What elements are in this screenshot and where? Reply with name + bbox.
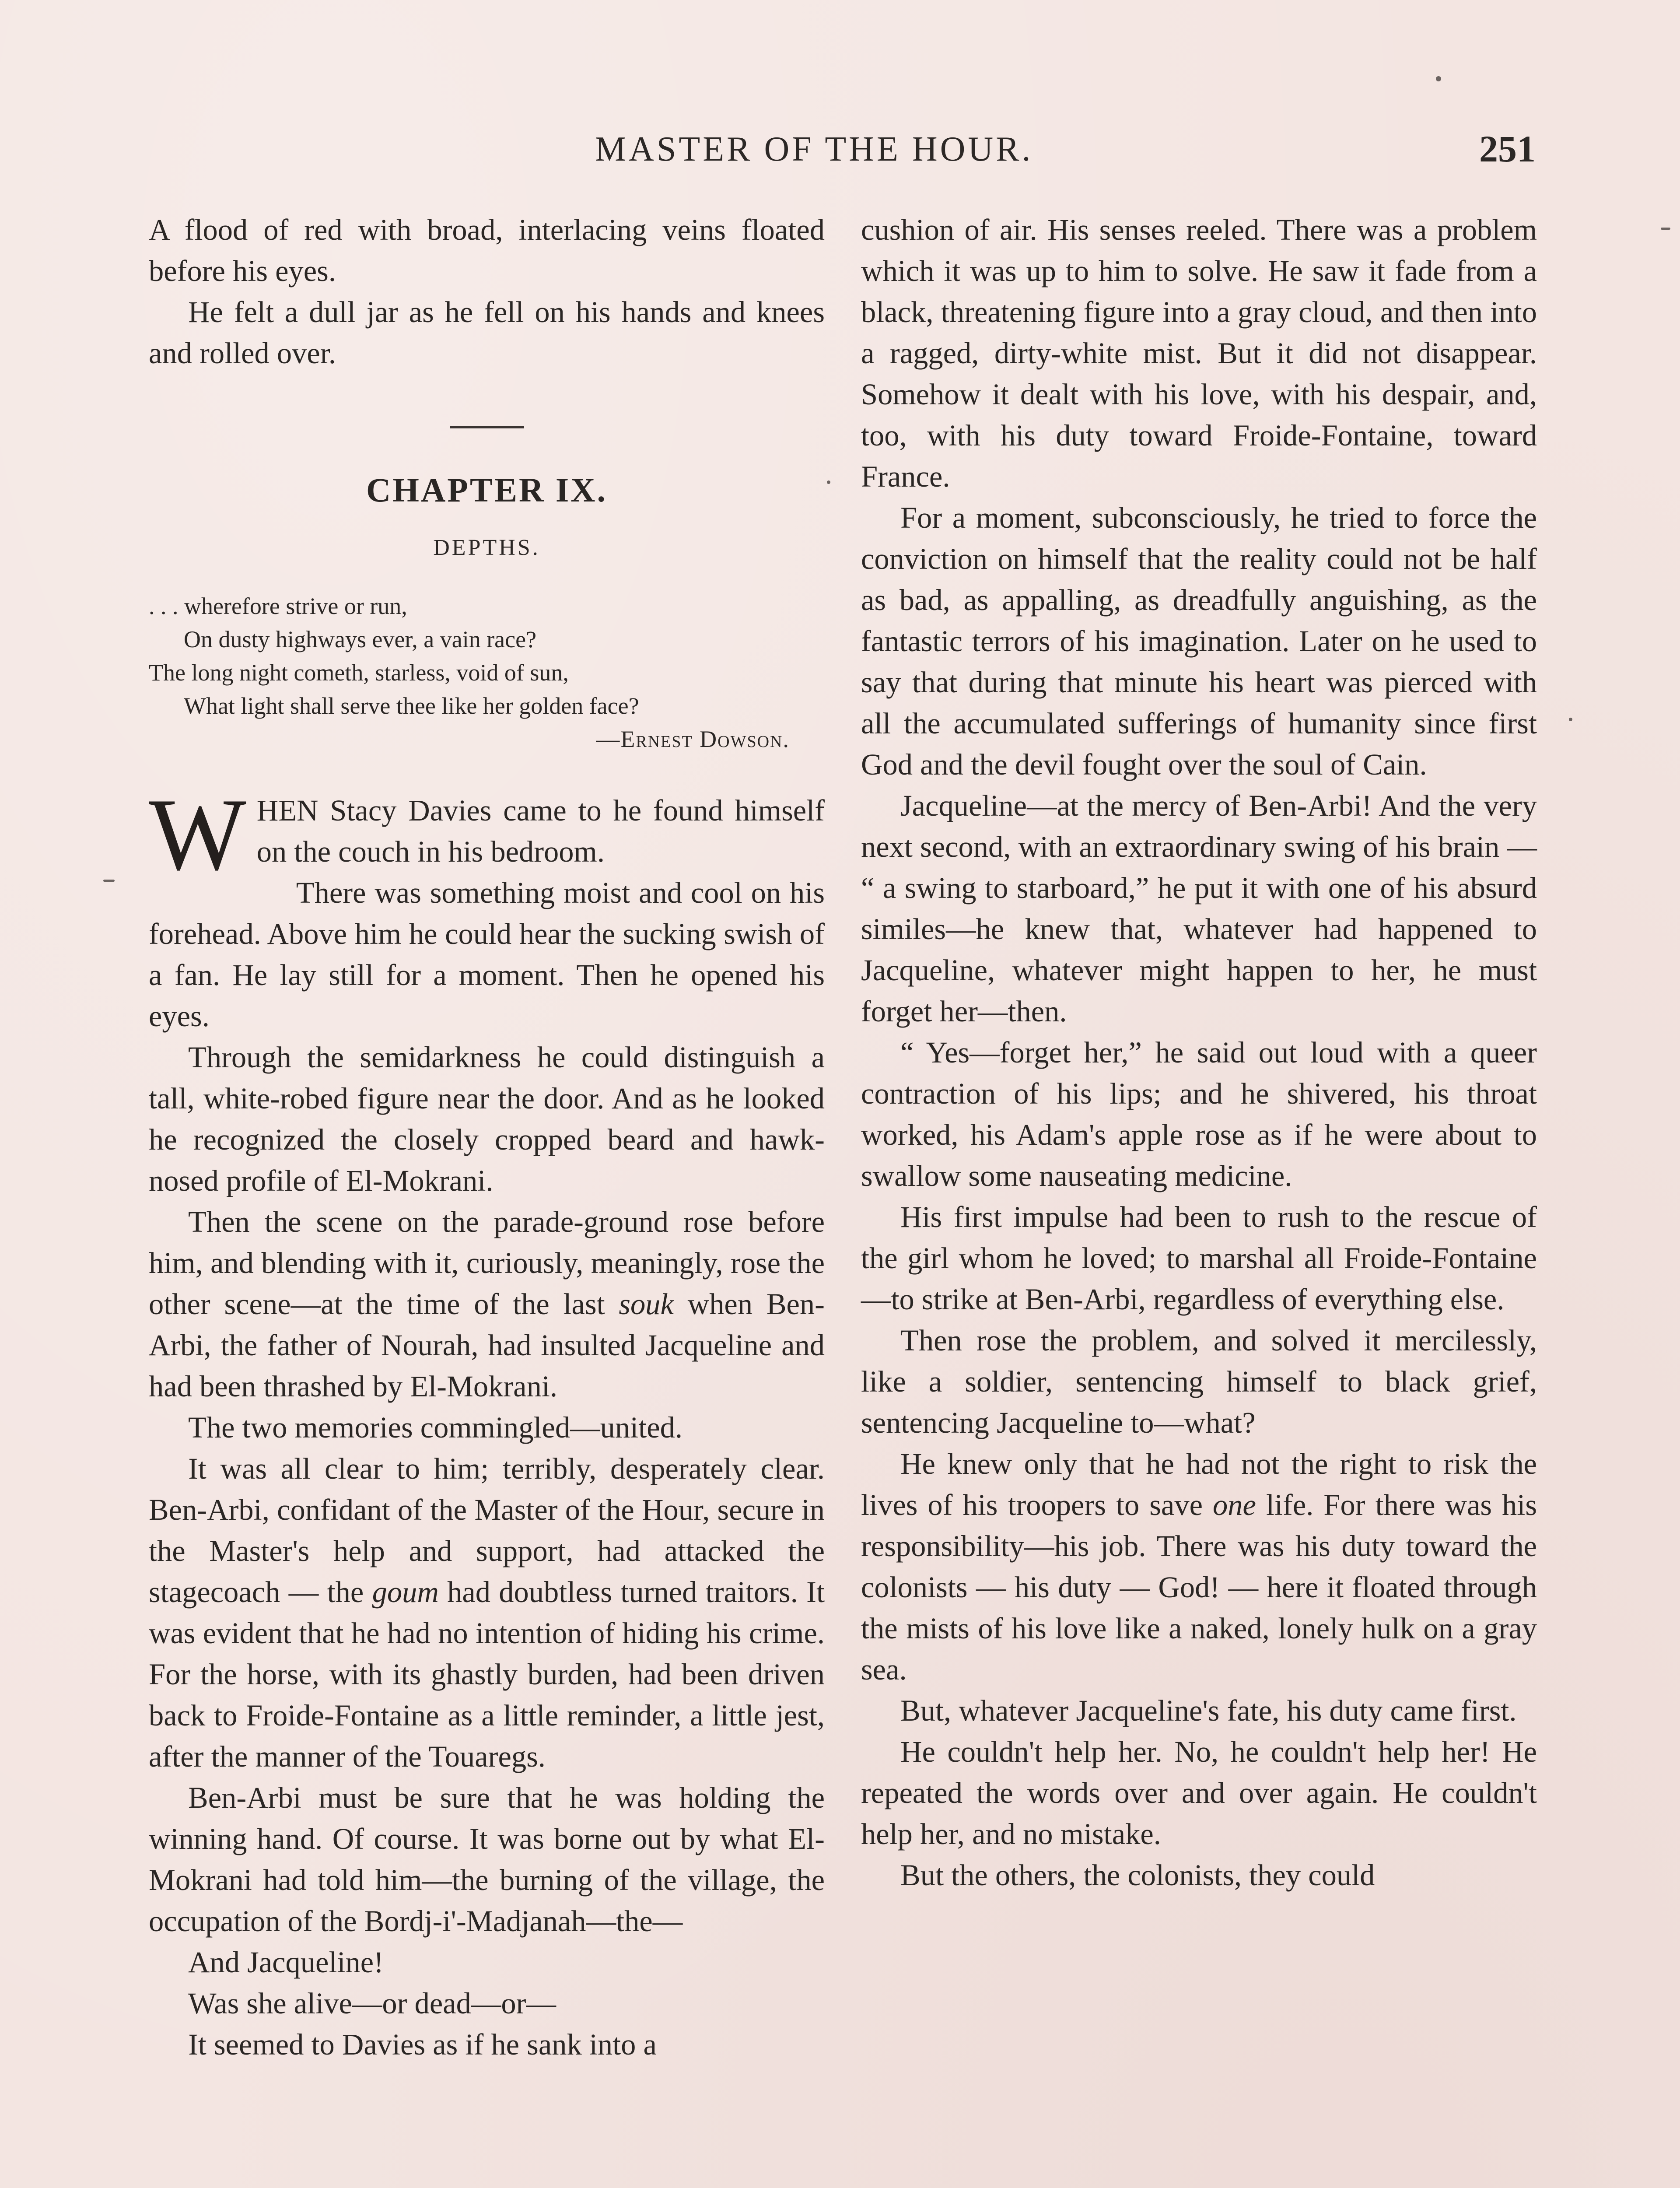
section-divider bbox=[450, 426, 524, 428]
page-number: 251 bbox=[1479, 128, 1536, 170]
paper-speck bbox=[1436, 76, 1441, 81]
paragraph: But the others, the colonists, they could bbox=[900, 1858, 1375, 1892]
paragraph: Ben-Arbi must be sure that he was holding the winning hand. Of course. It was borne out by what El-Mokrani had told him—the burning of the village, the occupation of the Bordj-i'-Madjanah—the— bbox=[149, 1781, 825, 1938]
paragraph: For a moment, subconsciously, he tried to force the conviction on himself that the reality could not be half as bad, as appalling, as dreadfully anguishing, as the fantastic terrors of his imagination. Later on he used to say that during that minute his heart was pierced with all the accumulated sufferings of humanity since first God and the devil fought over the soul of Cain. bbox=[861, 501, 1537, 781]
paragraph: A flood of red with broad, interlacing veins floated before his eyes. bbox=[149, 213, 825, 288]
chapter-subtitle: DEPTHS. bbox=[433, 535, 540, 560]
chapter-title: CHAPTER IX. bbox=[366, 471, 608, 509]
opening-text: HEN Stacy Davies came to he found himself on the couch in his bedroom. bbox=[256, 794, 825, 868]
paragraph: There was something moist and cool on his forehead. Above him he could hear the sucking swish of a fan. He lay still for a moment. Then he opened his eyes. bbox=[149, 876, 825, 1033]
paragraph: Through the semidarkness he could distinguish a tall, white-robed figure near the door. And as he looked he recognized the closely cropped beard and hawk-nosed profile of El-Mokrani. bbox=[149, 1041, 825, 1197]
paragraph: His first impulse had been to rush to the rescue of the girl whom he loved; to marshal all Froide-Fontaine—to strike at Ben-Arbi, regardless of everything else. bbox=[861, 1200, 1537, 1316]
paragraph: And Jacqueline! bbox=[188, 1946, 384, 1979]
paragraph: He couldn't help her. No, he couldn't help her! He repeated the words over and over again. He couldn't help her, and no mistake. bbox=[861, 1735, 1537, 1851]
epigraph-line: What light shall serve thee like her golden face? bbox=[184, 693, 639, 719]
epigraph-attribution: —Ernest Dowson. bbox=[596, 726, 790, 752]
text-run: had doubtless turned traitors. It was evident that he had no intention of hiding his crime. For the horse, with its ghastly burden, had been driven back to Froide-Fontaine as a little reminder, a little jest, after the manner of the Touaregs. bbox=[149, 1575, 825, 1773]
text-run: It was all clear to him; terribly, desperately clear. Ben-Arbi, confidant of the Master of the Hour, secure in the Master's help and support, had attacked the stagecoach — the bbox=[149, 1452, 825, 1609]
paragraph: “ Yes—forget her,” he said out loud with a queer contraction of his lips; and he shivered, his throat worked, his Adam's apple rose as if he were about to swallow some nauseating medicine. bbox=[861, 1036, 1537, 1192]
drop-cap: W bbox=[149, 778, 246, 892]
paragraph: Was she alive—or dead—or— bbox=[188, 1987, 556, 2020]
paragraph bbox=[149, 1448, 825, 1777]
right-column bbox=[861, 209, 1537, 1896]
left-column bbox=[149, 209, 825, 2065]
paragraph: It seemed to Davies as if he sank into a bbox=[188, 2028, 657, 2061]
italic-word: one bbox=[1213, 1488, 1256, 1522]
epigraph-line: The long night cometh, starless, void of sun, bbox=[149, 659, 569, 686]
paragraph: Then rose the problem, and solved it mercilessly, like a soldier, sentencing himself to black grief, sentencing Jacqueline to—what? bbox=[861, 1324, 1537, 1439]
italic-word: goum bbox=[372, 1575, 439, 1609]
paper-speck bbox=[827, 480, 830, 484]
paper-speck bbox=[1569, 718, 1572, 721]
epigraph-line: . . . wherefore strive or run, bbox=[149, 593, 407, 619]
paper-speck bbox=[1661, 228, 1670, 230]
paragraph bbox=[149, 1201, 825, 1407]
epigraph-line: On dusty highways ever, a vain race? bbox=[184, 626, 537, 652]
paragraph: cushion of air. His senses reeled. There was a problem which it was up to him to solve. He saw it fade from a black, threatening figure into a gray cloud, and then into a ragged, dirty-white mist. But it did not disappear. Somehow it dealt with his love, with his despair, and, too, with his duty toward Froide-Fontaine, toward France. bbox=[861, 213, 1537, 493]
paragraph: But, whatever Jacqueline's fate, his duty came first. bbox=[900, 1694, 1517, 1727]
paragraph: He felt a dull jar as he fell on his hands and knees and rolled over. bbox=[149, 295, 825, 370]
running-head: MASTER OF THE HOUR. bbox=[595, 130, 1033, 168]
paragraph: Jacqueline—at the mercy of Ben-Arbi! And the very next second, with an extraordinary swing of his brain — “ a swing to starboard,” he put it with one of his absurd similes—he knew that, whatever had happened to Jacqueline, whatever might happen to her, he must forget her—then. bbox=[861, 789, 1537, 1028]
text-run: life. For there was his responsibility—his job. There was his duty toward the colonists — his duty — God! — here it floated through the mists of his love like a naked, lonely hulk on a gray sea. bbox=[861, 1488, 1537, 1686]
text-run: He knew only that he had not the right to risk the lives of his troopers to save bbox=[861, 1447, 1537, 1522]
opening-paragraph bbox=[149, 778, 825, 892]
paragraph: The two memories commingled—united. bbox=[188, 1411, 683, 1444]
text-run: Then the scene on the parade-ground rose before him, and blending with it, curiously, meaningly, rose the other scene—at the time of the last bbox=[149, 1205, 825, 1321]
epigraph bbox=[149, 589, 825, 756]
italic-word: souk bbox=[619, 1287, 674, 1321]
paper-speck bbox=[103, 880, 115, 882]
text-run: when Ben-Arbi, the father of Nourah, had insulted Jacqueline and had been thrashed by El-Mokrani. bbox=[149, 1287, 825, 1403]
paragraph bbox=[861, 1443, 1537, 1690]
